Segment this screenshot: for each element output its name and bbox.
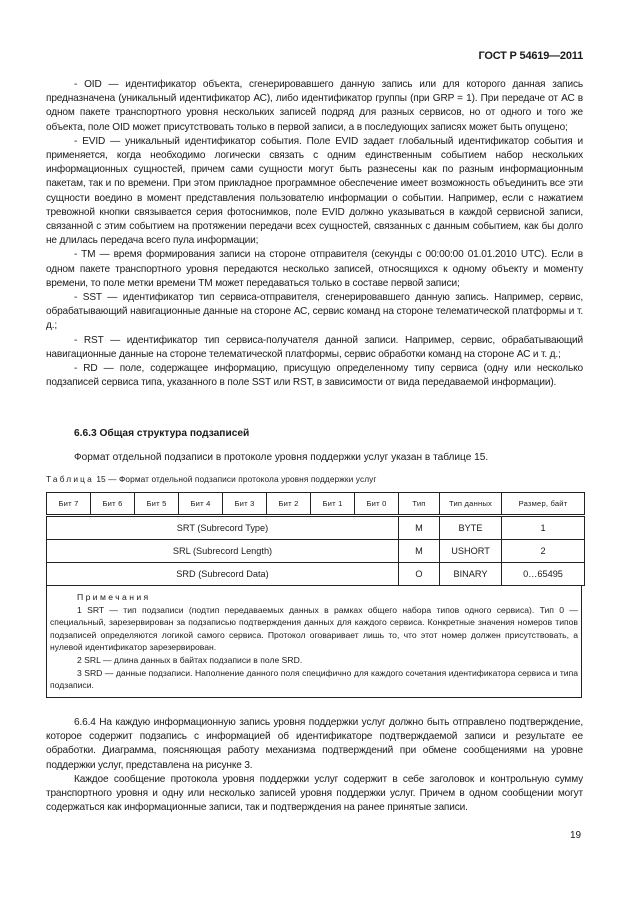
col-header-bit2: Бит 2	[267, 493, 311, 516]
col-header-bit4: Бит 4	[179, 493, 223, 516]
col-header-type: Тип	[399, 493, 440, 516]
table-row	[47, 516, 585, 540]
table-caption-text: 15 — Формат отдельной подзаписи протокола уровня поддержки услуг	[96, 474, 377, 484]
table-row	[47, 540, 585, 563]
col-header-bit7: Бит 7	[47, 493, 91, 516]
cell-data-type: BINARY	[440, 563, 502, 586]
paragraph-rst: - RST — идентификатор тип сервиса-получателя данной записи. Например, сервис, обрабатывающий навигационные данные на стороне телематической платформы, сервис обработки команд на стороне АС и т. д.;	[46, 334, 583, 360]
col-header-data-type: Тип данных	[440, 493, 502, 516]
cell-size: 1	[502, 516, 585, 540]
table-header-row	[47, 493, 585, 516]
table-caption	[46, 474, 377, 484]
cell-size: 0…65495	[502, 563, 585, 586]
subrecord-format-table	[46, 492, 585, 586]
cell-field: SRL (Subrecord Length)	[47, 540, 399, 563]
paragraph-tm: - TM — время формирования записи на стороне отправителя (секунды с 00:00:00 01.01.2010 UTC). Если в одном пакете транспортного уровня передаются несколько записей, относящихся к одному объекту и моменту времени, то поле метки времени TM может передаваться только в составе первой записи;	[46, 249, 583, 289]
body-text-bottom	[46, 716, 583, 815]
cell-data-type: USHORT	[440, 540, 502, 563]
page-number: 19	[570, 830, 582, 841]
cell-type: M	[399, 516, 440, 540]
paragraph-rd: - RD — поле, содержащее информацию, присущую определенному типу сервиса (одну или несколько подзаписей сервиса типа, указанного в поле SST или RST, в зависимости от вида передаваемой информации).	[46, 363, 583, 389]
col-header-bit3: Бит 3	[223, 493, 267, 516]
paragraph-oid: - OID — идентификатор объекта, сгенерировавшего данную запись или для которого данная запись предназначена (уникальный идентификатор АС), либо идентификатор группы (при GRP = 1). При передаче от АС в одном пакете транспортного уровня нескольких записей подряд для разных сервисов, но от одного и того же объекта, поле OID может присутствовать только в первой записи, а в последующих записях может быть опущено;	[46, 79, 583, 133]
cell-field: SRT (Subrecord Type)	[47, 516, 399, 540]
notes-heading: Примечания	[77, 592, 151, 602]
cell-data-type: BYTE	[440, 516, 502, 540]
section-title: 6.6.3 Общая структура подзаписей	[74, 428, 250, 439]
cell-type: M	[399, 540, 440, 563]
cell-size: 2	[502, 540, 585, 563]
section-lead: Формат отдельной подзаписи в протоколе уровня поддержки услуг указан в таблице 15.	[74, 452, 489, 463]
note-item: 2 SRL — длина данных в байтах подзаписи в поле SRD.	[77, 654, 303, 665]
table-row	[47, 563, 585, 586]
col-header-bit5: Бит 5	[135, 493, 179, 516]
table-caption-label: Таблица	[46, 474, 94, 484]
note-item: 1 SRT — тип подзаписи (подтип передаваемых данных в рамках общего набора типов одного сервиса). Тип 0 — специальный, зарезервирован за подзаписью подтверждения данных для каждого сервиса. Конкретные значения номеров типов подзаписей определяются логикой самого сервиса. Протокол оговаривает лишь то, что этот номер должен присутствовать, а нулевой идентификатор зарезервирован.	[50, 604, 578, 653]
document-header-standard-id: ГОСТ Р 54619—2011	[478, 50, 583, 62]
paragraph-sst: - SST — идентификатор тип сервиса-отправителя, сгенерировавшего данную запись. Например, сервис, обрабатывающий навигационные данные на стороне АС, сервис команд на стороне телематической платформы и т. д.;	[46, 292, 583, 332]
paragraph-evid: - EVID — уникальный идентификатор события. Поле EVID задает глобальный идентификатор события и применяется, когда необходимо логически связать с одним единственным событием набор нескольких информационных сущностей, причем сами сущности могут быть разнесены как по разным информационным пакетам, так и по времени. При этом прикладное программное обеспечение имеет возможность объединить все эти сущности воедино в момент представления пользователю информации о событии. Например, если с нажатием тревожной кнопки связывается серия фотоснимков, поле EVID должно указываться в каждой сервисной записи, связанной с этим событием на протяжении передачи всех сущностей, связанных с данным событием, как бы долго не длилась передача всего пула информации;	[46, 135, 583, 247]
col-header-bit1: Бит 1	[311, 493, 355, 516]
paragraph-message-structure: Каждое сообщение протокола уровня поддержки услуг содержит в себе заголовок и контрольную сумму транспортного уровня и одну или несколько записей уровня поддержки услуг. Причем в одном сообщении могут содержаться как информационные записи, так и подтверждения на ранее принятые записи.	[46, 773, 583, 814]
cell-field: SRD (Subrecord Data)	[47, 563, 399, 586]
paragraph-6-6-4: 6.6.4 На каждую информационную запись уровня поддержки услуг должно быть отправлено подтверждение, которое содержит подзапись с информацией об идентификаторе подтверждаемой записи и результате ее обработки. Диаграмма, поясняющая работу механизма подтверждений при обмене сообщениями на уровне поддержки услуг, представлена на рисунке 3.	[46, 717, 583, 771]
col-header-bit6: Бит 6	[91, 493, 135, 516]
body-text-top	[46, 78, 583, 390]
col-header-size: Размер, байт	[502, 493, 585, 516]
cell-type: O	[399, 563, 440, 586]
table-notes	[46, 586, 582, 698]
col-header-bit0: Бит 0	[355, 493, 399, 516]
note-item: 3 SRD — данные подзаписи. Наполнение данного поля специфично для каждого сочетания идентификатора сервиса и типа подзаписи.	[50, 667, 578, 691]
